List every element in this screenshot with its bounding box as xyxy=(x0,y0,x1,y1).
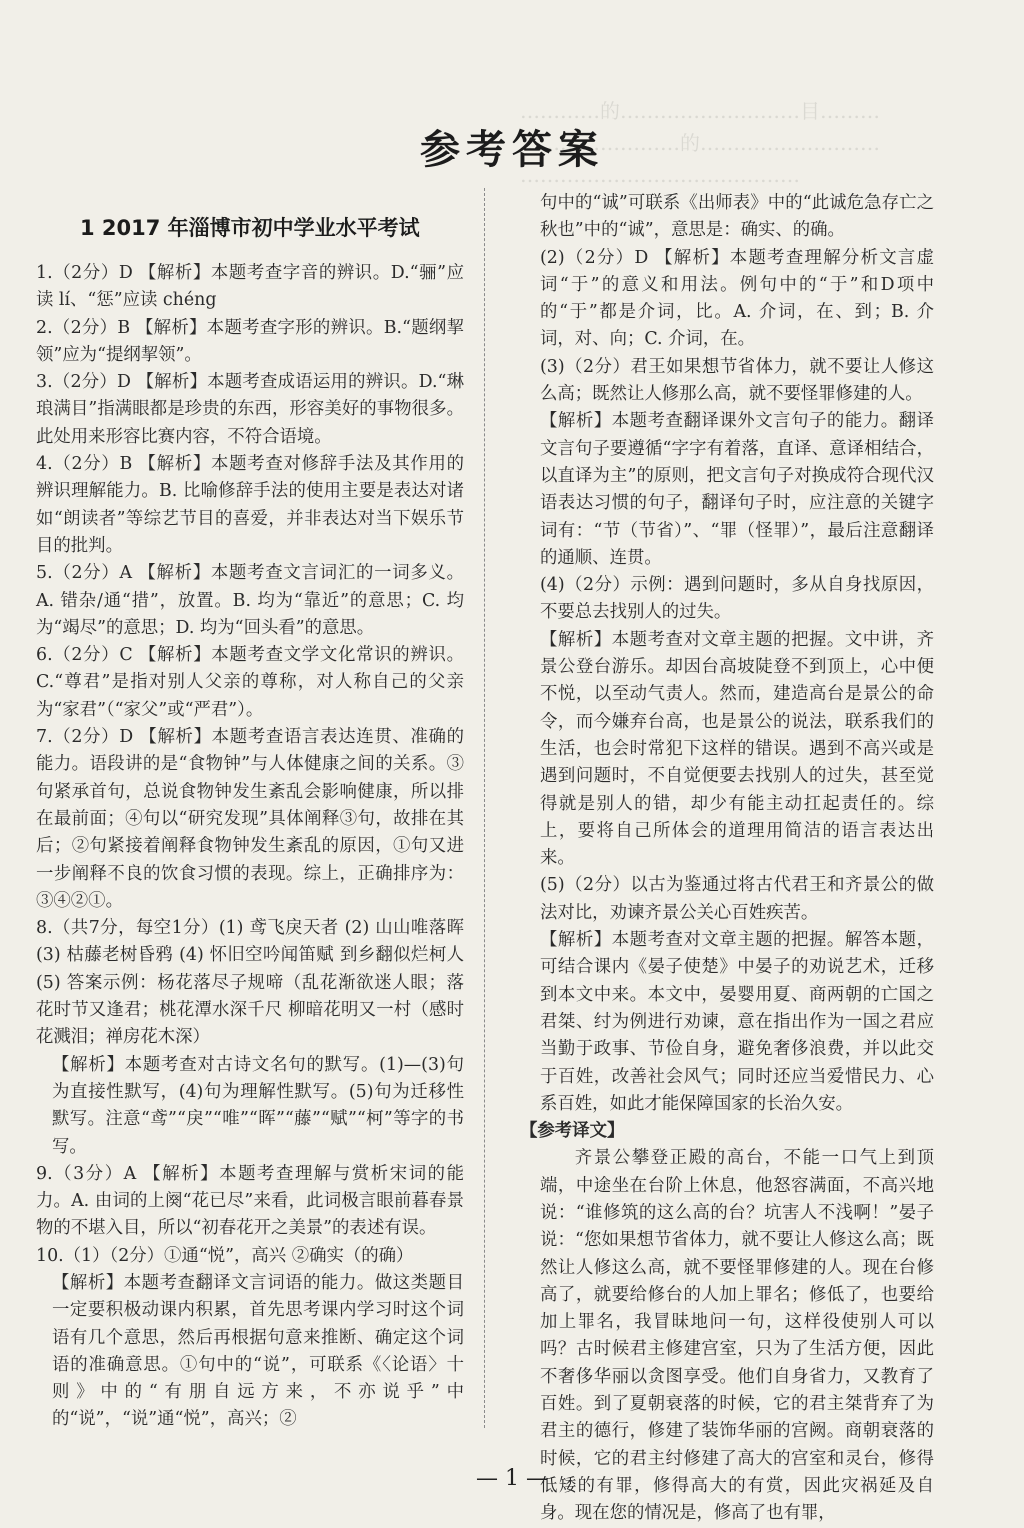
bleed-line: …………………………………… xyxy=(520,163,800,187)
answer-item: 4.（2分）B 【解析】本题考查对修辞手法及其作用的辨识理解能力。B. 比喻修辞手法的使用主要是表达对诸如“朗读者”等综艺节目的喜爱，并非表达对当下娱乐节目的批判。 xyxy=(36,454,464,556)
analysis-item: 【解析】本题考查对古诗文名句的默写。(1)—(3)句为直接性默写，(4)句为理解性默写。(5)句为迁移性默写。注意“鸢”“戾”“唯”“晖”“藤”“赋”“柯”等字的书写。 xyxy=(52,1054,464,1157)
reference-translation-label-row xyxy=(520,1118,934,1145)
answer-item: 1.（2分）D 【解析】本题考查字音的辨识。D.“骊”应读 lí、“惩”应读 chéng xyxy=(36,263,464,311)
analysis-item: 【解析】本题考查翻译文言词语的能力。做这类题目一定要积极动课内积累，首先思考课内学习时这个词语有几个意思，然后再根据句意来推断、确定这个词语的准确意思。①句中的“说”，可联系《〈论语〉十则》中的“有朋自远方来，不亦说乎”中的“说”，“说”通“悦”，高兴；② xyxy=(52,1272,464,1430)
analysis-item: 【解析】本题考查对文章主题的把握。解答本题，可结合课内《晏子使楚》中晏子的劝说艺术，迁移到本文中来。本文中，晏婴用夏、商两朝的亡国之君桀、纣为例进行劝谏，意在指出作为一国之君应当勤于政事、节俭自身，避免奢侈浪费，并以此交于百姓，改善社会风气；同时还应当爱惜民力、心系百姓，如此才能保障国家的长治久安。 xyxy=(540,930,934,1114)
bleed-line: …………的………………………目……… xyxy=(520,99,880,123)
page-number: — 1 — xyxy=(476,1466,548,1491)
answer-item: 6.（2分）C 【解析】本题考查文学文化常识的辨识。C.“尊君”是指对别人父亲的尊称，对人称自己的父亲为“家君”（“家父”或“严君”）。 xyxy=(36,645,464,720)
answer-item: 10.（1）（2分）①通“悦”，高兴 ②确实（的确） xyxy=(36,1245,414,1266)
answer-item: 8.（共7分，每空1分）(1) 鸢飞戾天者 (2) 山山唯落晖 (3) 枯藤老树昏鸦 (4) 怀旧空吟闻笛赋 到乡翻似烂柯人 (5) 答案示例：杨花落尽子规啼（乱花渐欲迷人眼；落花时节又逢君；桃花潭水深千尺 柳暗花明又一村（感时花溅泪；禅房花木深） xyxy=(36,918,464,1048)
reference-translation-text: 齐景公攀登正殿的高台，不能一口气上到顶端，中途坐在台阶上休息，他怒容满面，不高兴地说：“谁修筑的这么高的台？坑害人不浅啊！”晏子说：“您如果想节省体力，就不要让人修这么高；既然让人修这么高，就不要怪罪修建的人。现在台修高了，就要给修台的人加上罪名；修低了，也要给加上罪名，我冒昧地问一句，这样役使别人可以吗？古时候君主修建宫室，只为了生活方便，因此不奢侈华丽以贪图享受。他们自身省力，又教育了百姓。到了夏朝衰落的时候，它的君主桀背弃了为君主的德行，修建了装饰华丽的宫阙。商朝衰落的时候，它的君主纣修建了高大的宫室和灵台，修得低矮的有罪，修得高大的有赏，因此灾祸延及自身。现在您的情况是，修高了也有罪， xyxy=(540,1148,934,1524)
section-heading: 1 2017 年淄博市初中学业水平考试 xyxy=(80,216,420,240)
left-column xyxy=(36,260,464,1434)
answer-item: 3.（2分）D 【解析】本题考查成语运用的辨识。D.“琳琅满目”指满眼都是珍贵的东西，形容美好的事物很多。此处用来形容比赛内容，不符合语境。 xyxy=(36,372,464,447)
answer-item: 7.（2分）D 【解析】本题考查语言表达连贯、准确的能力。语段讲的是“食物钟”与人体健康之间的关系。③句紧承首句，总说食物钟发生紊乱会影响健康，所以排在最前面；④句以“研究发现”具体阐释③句，故排在其后；②句紧接着阐释食物钟发生紊乱的原因，①句又进一步阐释不良的饮食习惯的表现。综上，正确排序为：③④②①。 xyxy=(36,727,464,911)
answer-item: (3)（2分）君王如果想节省体力，就不要让人修这么高；既然让人修那么高，就不要怪罪修建的人。 xyxy=(540,356,934,405)
answer-item: (4)（2分）示例：遇到问题时，多从自身找原因，不要总去找别人的过失。 xyxy=(540,575,934,623)
reference-translation-label: 【参考译文】 xyxy=(520,1121,625,1142)
analysis-item: 【解析】本题考查对文章主题的把握。文中讲，齐景公登台游乐。却因台高坡陡登不到顶上，心中便不悦，以至动气责人。然而，建造高台是景公的命令，而今嫌弃台高，也是景公的说法，联系我们的生活，也会时常犯下这样的错误。遇到不高兴或是遇到问题时，不自觉便要去找别人的过失，甚至觉得就是别人的错，却少有能主动扛起责任的。综上，要将自己所体会的道理用简洁的语言表达出来。 xyxy=(540,629,934,869)
answer-item: 9.（3分）A 【解析】本题考查理解与赏析宋词的能力。A. 由词的上阕“花已尽”来看，此词极言眼前暮春景物的不堪入目，所以“初春花开之美景”的表述有误。 xyxy=(36,1163,464,1239)
answer-item: 5.（2分）A 【解析】本题考查文言词汇的一词多义。A. 错杂/通“措”，放置。B. 均为“靠近”的意思；C. 均为“竭尽”的意思；D. 均为“回头看”的意思。 xyxy=(36,563,464,638)
answer-item: (2)（2分）D 【解析】本题考查理解分析文言虚词“于”的意义和用法。例句中的“于”和D项中的“于”都是介词，比。A. 介词，在、到；B. 介词，对、向；C. 介词，在。 xyxy=(540,247,934,350)
bleed-line: ……………………的……………………… xyxy=(520,131,880,155)
right-column xyxy=(520,190,934,1528)
answer-item: (5)（2分）以古为鉴通过将古代君王和齐景公的做法对比，劝谏齐景公关心百姓疾苦。 xyxy=(540,875,934,923)
page-title: 参考答案 xyxy=(420,127,604,173)
answer-item: 句中的“诚”可联系《出师表》中的“此诚危急存亡之秋也”中的“诚”，意思是：确实、的确。 xyxy=(540,193,934,241)
answer-item: 2.（2分）B 【解析】本题考查字形的辨识。B.“题纲挈领”应为“提纲挈领”。 xyxy=(36,317,464,365)
analysis-item: 【解析】本题考查翻译课外文言句子的能力。翻译文言句子要遵循“字字有着落，直译、意译相结合，以直译为主”的原则，把文言句子对换成符合现代汉语表达习惯的句子，翻译句子时，应注意的关键字词有：“节（节省）”、“罪（怪罪）”，最后注意翻译的通顺、连贯。 xyxy=(540,411,934,568)
column-divider xyxy=(484,188,485,1428)
